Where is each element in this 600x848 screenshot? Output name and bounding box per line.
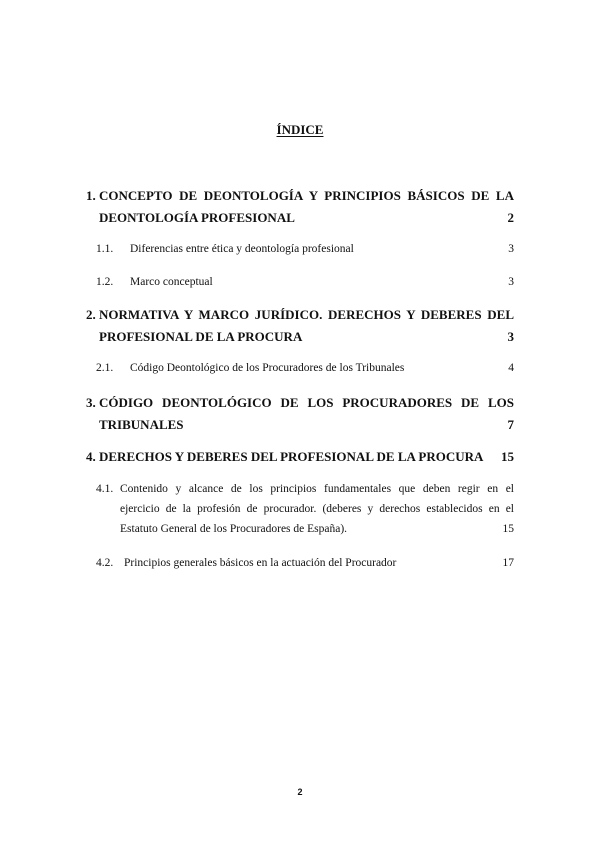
- subsection-label-line: Estatuto General de los Procuradores de España).: [120, 523, 348, 535]
- subsection-page: 3: [508, 276, 514, 288]
- subsection-page: 15: [502, 523, 514, 535]
- section-title-line: NORMATIVA Y MARCO JURÍDICO. DERECHOS Y DEBERES DEL: [99, 307, 514, 322]
- section-number: 1.: [86, 188, 96, 203]
- page-title: ÍNDICE: [276, 122, 324, 137]
- page-number: 2: [297, 787, 303, 797]
- subsection-page: 17: [502, 557, 514, 569]
- section-number: 2.: [86, 307, 96, 322]
- subsection-number: 2.1.: [96, 362, 114, 374]
- subsection-label: Código Deontológico de los Procuradores de los Tribunales: [130, 362, 405, 374]
- section-page: 3: [507, 329, 514, 344]
- section-number: 4.: [86, 449, 96, 464]
- subsection-number: 4.1.: [96, 483, 114, 495]
- section-page: 15: [501, 449, 514, 464]
- section-title-line: DERECHOS Y DEBERES DEL PROFESIONAL DE LA PROCURA: [99, 449, 484, 464]
- subsection-number: 4.2.: [96, 557, 114, 569]
- subsection-label: Marco conceptual: [130, 276, 213, 288]
- section-title-line: PROFESIONAL DE LA PROCURA: [99, 329, 303, 344]
- section-title-line: CÓDIGO DEONTOLÓGICO DE LOS PROCURADORES DE LOS: [99, 395, 514, 410]
- section-title-line: TRIBUNALES: [99, 417, 184, 432]
- subsection-label-line: Contenido y alcance de los principios fundamentales que deben regir en el: [120, 483, 514, 495]
- section-title-line: DEONTOLOGÍA PROFESIONAL: [99, 210, 295, 225]
- section-page: 2: [507, 210, 514, 225]
- section-page: 7: [507, 417, 514, 432]
- subsection-label: Principios generales básicos en la actuación del Procurador: [124, 557, 397, 569]
- subsection-label-line: ejercicio de la profesión de procurador. (deberes y derechos establecidos en el: [120, 503, 514, 515]
- subsection-number: 1.1.: [96, 243, 114, 255]
- subsection-number: 1.2.: [96, 276, 114, 288]
- subsection-label: Diferencias entre ética y deontología profesional: [130, 243, 354, 255]
- section-title-line: CONCEPTO DE DEONTOLOGÍA Y PRINCIPIOS BÁSICOS DE LA: [99, 188, 514, 203]
- subsection-page: 4: [508, 362, 514, 374]
- subsection-page: 3: [508, 243, 514, 255]
- section-number: 3.: [86, 395, 96, 410]
